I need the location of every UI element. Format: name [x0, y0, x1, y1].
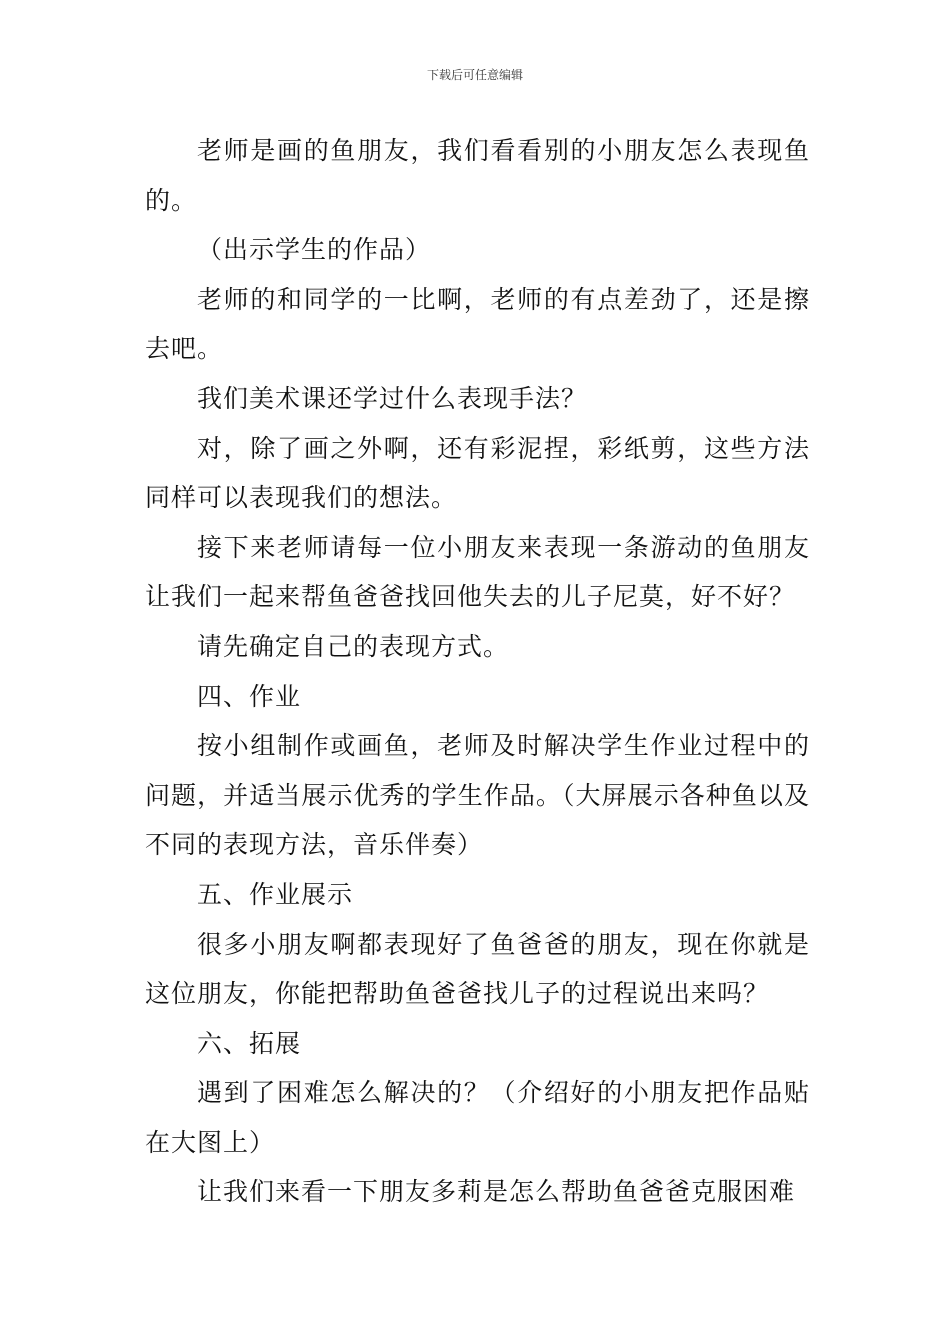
page-header: 下载后可任意编辑 [426, 68, 523, 82]
paragraph: （出示学生的作品） [197, 235, 432, 265]
paragraph: 遇到了困难怎么解决的？（介绍好的小朋友把作品贴在大图上） [145, 1078, 810, 1157]
section-heading: 五、作业展示 [197, 879, 354, 909]
document-body [145, 126, 810, 1217]
paragraph: 接下来老师请每一位小朋友来表现一条游动的鱼朋友让我们一起来帮鱼爸爸找回他失去的儿子尼莫，好不好？ [145, 532, 810, 612]
paragraph: 老师是画的鱼朋友，我们看看别的小朋友怎么表现鱼的。 [145, 136, 810, 215]
paragraph: 很多小朋友啊都表现好了鱼爸爸的朋友，现在你就是这位朋友，你能把帮助鱼爸爸找儿子的过程说出来吗？ [145, 929, 810, 1009]
paragraph: 对，除了画之外啊，还有彩泥捏，彩纸剪，这些方法同样可以表现我们的想法。 [145, 433, 810, 513]
paragraph: 我们美术课还学过什么表现手法？ [197, 383, 588, 413]
section-heading: 四、作业 [197, 681, 302, 711]
paragraph: 老师的和同学的一比啊，老师的有点差劲了，还是擦去吧。 [145, 284, 810, 364]
paragraph: 按小组制作或画鱼，老师及时解决学生作业过程中的问题，并适当展示优秀的学生作品。（大屏展示各种鱼以及不同的表现方法，音乐伴奏） [145, 731, 810, 860]
section-heading: 六、拓展 [197, 1028, 302, 1058]
paragraph: 请先确定自己的表现方式。 [197, 631, 510, 661]
paragraph: 让我们来看一下朋友多莉是怎么帮助鱼爸爸克服困难 [197, 1177, 796, 1207]
